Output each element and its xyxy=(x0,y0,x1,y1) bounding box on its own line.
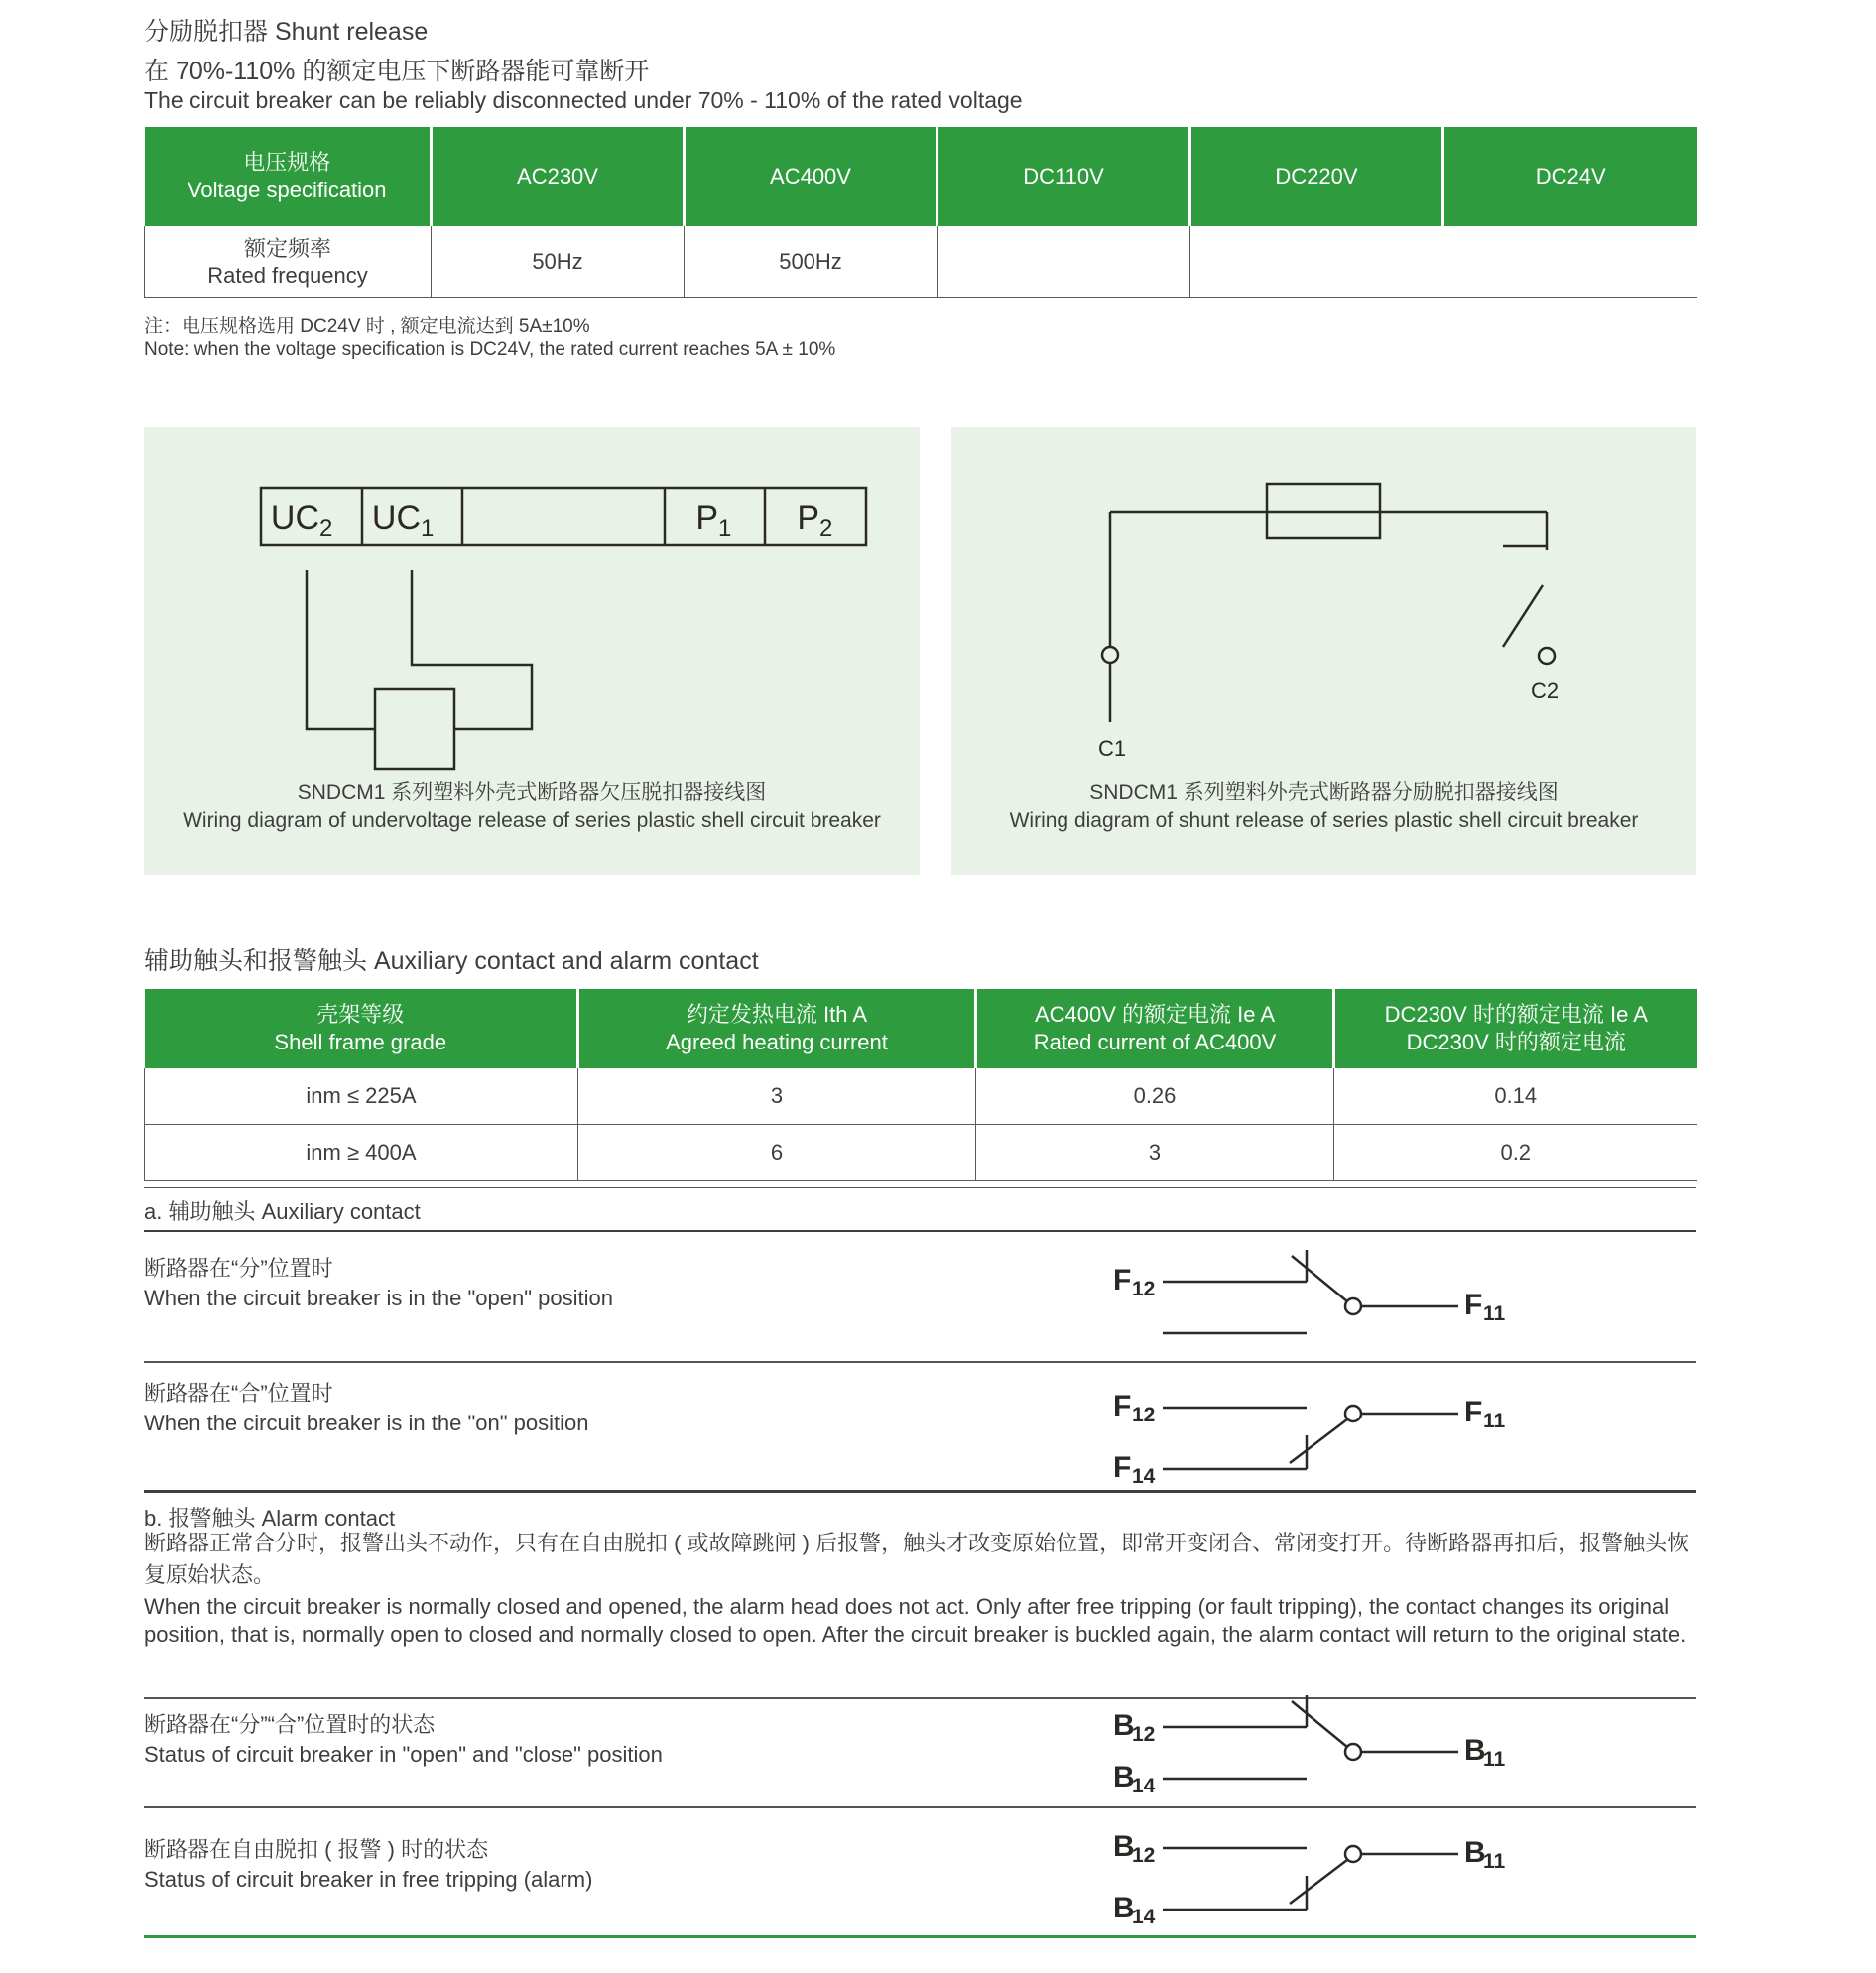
contact-h4-en: DC230V 时的额定电流 xyxy=(1406,1030,1626,1054)
page-title-en: Shunt release xyxy=(274,18,429,46)
terminal-p2-sub: 2 xyxy=(819,515,833,542)
divider xyxy=(144,1230,1696,1232)
terminal-uc2-sub: 2 xyxy=(319,515,333,542)
alarm-symbol-tripping xyxy=(1103,1812,1530,1931)
row0-grade: inm ≤ 225A xyxy=(145,1068,578,1125)
sym2-right-label: F xyxy=(1464,1396,1483,1428)
contact-h1-en: Shell frame grade xyxy=(274,1030,447,1054)
alarm-row-status-zh: 断路器在“分”“合”位置时的状态 xyxy=(144,1712,436,1737)
switch-blade xyxy=(1503,585,1543,647)
sym4-top-sub: 12 xyxy=(1132,1844,1156,1867)
contact-title-zh: 辅助触头和报警触头 xyxy=(144,947,368,975)
subtitle-en: The circuit breaker can be reliably disconnected under 70% - 110% of the rated voltage xyxy=(144,87,1023,113)
frequency-label-zh: 额定频率 xyxy=(243,235,331,261)
sym1-top-sub: 12 xyxy=(1132,1278,1156,1300)
sym3-top-label: B xyxy=(1113,1709,1135,1742)
row1-ie-dc: 0.2 xyxy=(1334,1125,1697,1181)
alarm-desc-zh: 断路器正常合分时，报警出头不动作，只有在自由脱扣 ( 或故障跳闸 ) 后报警，触头才改变原始位置，即常开变闭合、常闭变打开。待断路器再扣后，报警触头恢复原始状态。 xyxy=(144,1531,1689,1587)
row0-ie-ac: 0.26 xyxy=(976,1068,1334,1125)
sym2-bottom-sub: 14 xyxy=(1132,1465,1156,1488)
aux-row-open-zh: 断路器在“分”位置时 xyxy=(144,1256,333,1281)
terminal-uc1-sub: 1 xyxy=(421,515,435,542)
contact-h3 xyxy=(976,989,1334,1068)
voltage-col-ac400: AC400V xyxy=(685,127,938,226)
frequency-ac230: 50Hz xyxy=(432,226,685,298)
alarm-desc-en: When the circuit breaker is normally closed and opened, the alarm head does not act. Only after free tripping (or fault tripping), the contact changes its original position, that is, normally open to closed and normally closed to open. After the circuit breaker is buckled again, the alarm contact will return to the original state. xyxy=(144,1594,1687,1647)
uc1-wire xyxy=(412,570,532,729)
row1-ith: 6 xyxy=(578,1125,976,1181)
contact-h3-en: Rated current of AC400V xyxy=(1033,1030,1277,1054)
alarm-row-status-en: Status of circuit breaker in "open" and "close" position xyxy=(144,1742,663,1767)
row0-ie-dc: 0.14 xyxy=(1334,1068,1697,1125)
page-title-zh: 分励脱扣器 xyxy=(144,18,269,46)
c2-terminal xyxy=(1539,648,1555,664)
sym2-bottom-label: F xyxy=(1113,1451,1132,1484)
contact-table-header-row xyxy=(145,989,1697,1068)
voltage-col-dc24: DC24V xyxy=(1443,127,1697,226)
voltage-col-dc110: DC110V xyxy=(938,127,1190,226)
undervoltage-wiring-panel xyxy=(144,427,920,875)
sym1-right-label: F xyxy=(1464,1289,1483,1321)
divider xyxy=(144,1361,1696,1363)
sym3-right-label: B xyxy=(1464,1734,1486,1767)
alarm-row-tripping-en: Status of circuit breaker in free tripping (alarm) xyxy=(144,1867,593,1892)
voltage-header-corner-en: Voltage specification xyxy=(187,178,387,202)
contact-h2-en: Agreed heating current xyxy=(666,1030,888,1054)
contact-h4 xyxy=(1334,989,1697,1068)
contact-section-title xyxy=(144,941,1696,977)
alarm-symbol-status xyxy=(1103,1685,1530,1804)
contact-title-en: Auxiliary contact and alarm contact xyxy=(373,947,759,975)
contact-h3-zh: AC400V 的额定电流 Ie A xyxy=(1034,1002,1276,1027)
contact-h2-zh: 约定发热电流 Ith A xyxy=(686,1002,868,1027)
row0-ith: 3 xyxy=(578,1068,976,1125)
aux-row-on-zh: 断路器在“合”位置时 xyxy=(144,1381,333,1406)
sym2-top-sub: 12 xyxy=(1132,1404,1156,1426)
alarm-contact-label: b. 报警触头 Alarm contact xyxy=(144,1506,396,1531)
sym3-bottom-sub: 14 xyxy=(1132,1775,1156,1797)
terminal-p1-label: P xyxy=(695,499,718,537)
contact-h1 xyxy=(145,989,578,1068)
sym1-top-label: F xyxy=(1113,1264,1132,1296)
note-en: Note: when the voltage specification is DC24V, the rated current reaches 5A ± 10% xyxy=(144,339,836,360)
sym1-right-sub: 11 xyxy=(1483,1302,1506,1325)
shunt-wiring-diagram xyxy=(951,427,1696,875)
frequency-ac400: 500Hz xyxy=(685,226,938,298)
terminal-uc2-label: UC xyxy=(270,499,319,537)
sym4-bottom-sub: 14 xyxy=(1132,1906,1156,1928)
divider xyxy=(144,1187,1696,1188)
voltage-col-dc220: DC220V xyxy=(1190,127,1443,226)
left-caption-zh: SNDCM1 系列塑料外壳式断路器欠压脱扣器接线图 xyxy=(297,781,767,803)
footer-accent-line xyxy=(144,1935,1696,1938)
sym2-right-sub: 11 xyxy=(1483,1410,1506,1432)
sym4-top-label: B xyxy=(1113,1830,1135,1863)
terminal-labels xyxy=(271,499,832,542)
aux-row-open-en: When the circuit breaker is in the "open" position xyxy=(144,1286,613,1310)
c1-terminal xyxy=(1102,647,1118,663)
contact-h2 xyxy=(578,989,976,1068)
subtitle-zh: 在 70%-110% 的额定电压下断路器能可靠断开 xyxy=(144,58,650,85)
c2-label: C2 xyxy=(1530,678,1560,703)
terminal-strip xyxy=(261,488,866,545)
uc2-wire xyxy=(307,570,375,729)
contact-table-row xyxy=(145,1125,1697,1181)
contact-table-row xyxy=(145,1068,1697,1125)
contact-symbol-on xyxy=(1103,1372,1530,1491)
right-caption-zh: SNDCM1 系列塑料外壳式断路器分励脱扣器接线图 xyxy=(1089,781,1559,803)
shunt-wiring-panel xyxy=(951,427,1696,875)
aux-row-on-en: When the circuit breaker is in the "on" position xyxy=(144,1411,589,1435)
voltage-header-corner xyxy=(145,127,432,226)
voltage-table xyxy=(144,127,1697,298)
release-coil xyxy=(375,689,454,769)
terminal-uc1-label: UC xyxy=(371,499,421,537)
voltage-col-ac230: AC230V xyxy=(432,127,685,226)
c1-label: C1 xyxy=(1097,736,1127,761)
sym4-right-label: B xyxy=(1464,1836,1486,1869)
voltage-header-corner-zh: 电压规格 xyxy=(243,150,331,175)
voltage-table-wrap xyxy=(144,127,1696,298)
contact-table xyxy=(144,989,1697,1181)
sym2-top-label: F xyxy=(1113,1390,1132,1422)
note-zh: 注：电压规格选用 DC24V 时 , 额定电流达到 5A±10% xyxy=(144,316,590,337)
divider xyxy=(144,1490,1696,1493)
terminal-p1-sub: 1 xyxy=(718,515,732,542)
frequency-dc110 xyxy=(938,226,1190,298)
frequency-label-cell xyxy=(145,226,432,298)
left-caption-en: Wiring diagram of undervoltage release of series plastic shell circuit breaker xyxy=(183,809,881,832)
contact-table-wrap xyxy=(144,989,1696,1181)
contact-symbol-open xyxy=(1103,1240,1530,1359)
row1-ie-ac: 3 xyxy=(976,1125,1334,1181)
aux-contact-label: a. 辅助触头 Auxiliary contact xyxy=(144,1199,421,1224)
frequency-dc-rest xyxy=(1190,226,1697,298)
page-title xyxy=(144,12,1696,48)
sym3-top-sub: 12 xyxy=(1132,1723,1156,1746)
divider xyxy=(144,1806,1696,1808)
frequency-label-en: Rated frequency xyxy=(207,262,368,288)
voltage-table-body-row xyxy=(145,226,1697,298)
undervoltage-wiring-diagram xyxy=(144,427,920,875)
terminal-p2-label: P xyxy=(797,499,819,537)
row1-grade: inm ≥ 400A xyxy=(145,1125,578,1181)
sym3-bottom-label: B xyxy=(1113,1761,1135,1793)
contact-h1-zh: 壳架等级 xyxy=(316,1002,405,1027)
right-caption-en: Wiring diagram of shunt release of series plastic shell circuit breaker xyxy=(1009,809,1639,832)
sym4-bottom-label: B xyxy=(1113,1892,1135,1924)
sym4-right-sub: 11 xyxy=(1483,1850,1506,1873)
sym3-right-sub: 11 xyxy=(1483,1748,1506,1771)
contact-h4-zh: DC230V 时的额定电流 Ie A xyxy=(1384,1002,1648,1027)
alarm-row-tripping-zh: 断路器在自由脱扣 ( 报警 ) 时的状态 xyxy=(144,1837,489,1862)
voltage-table-header-row xyxy=(145,127,1697,226)
